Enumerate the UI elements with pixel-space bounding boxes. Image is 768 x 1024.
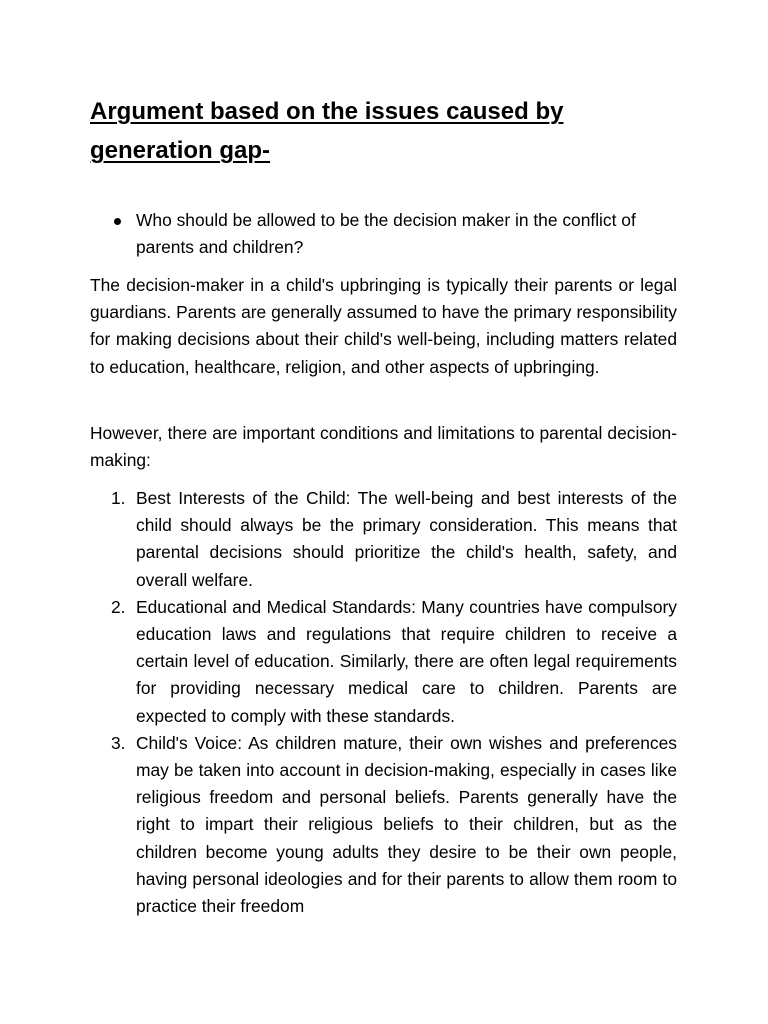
- list-number: 3.: [111, 732, 126, 753]
- numbered-item-text: Best Interests of the Child: The well-being and best interests of the child should always be the primary consideration. This means that parental decisions should prioritize the child's health, safety, and overall welfare.: [136, 488, 677, 590]
- numbered-item: [90, 594, 677, 730]
- numbered-item-text: Educational and Medical Standards: Many countries have compulsory education laws and regulations that require children to receive a certain level of education. Similarly, there are often legal requirements for providing necessary medical care to children. Parents are expected to comply with these standards.: [136, 596, 677, 726]
- paragraph-conditions-intro: However, there are important conditions and limitations to parental decision-making:: [90, 423, 677, 471]
- document-title: Argument based on the issues caused by generation gap-: [90, 98, 564, 164]
- paragraph-decision-maker: The decision-maker in a child's upbringing is typically their parents or legal guardians. Parents are generally assumed to have the primary responsibility for making decisions about their child's well-being, including matters related to education, healthcare, religion, and other aspects of upbringing.: [90, 275, 677, 377]
- numbered-item-text: Child's Voice: As children mature, their own wishes and preferences may be taken into account in decision-making, especially in cases like religious freedom and personal beliefs. Parents generally have the right to impart their religious beliefs to their children, but as the children become young adults they desire to be their own people, having personal ideologies and for their parents to allow them room to practice their freedom: [136, 732, 677, 917]
- bullet-item-text: Who should be allowed to be the decision maker in the conflict of parents and children?: [136, 210, 636, 258]
- bullet-list: [90, 207, 677, 261]
- numbered-item: [90, 485, 677, 594]
- numbered-item: [90, 730, 677, 920]
- bullet-dot-icon: [114, 218, 121, 225]
- list-number: 1.: [111, 488, 126, 508]
- list-number: 2.: [111, 596, 126, 617]
- bullet-item: [90, 207, 677, 261]
- numbered-list: [90, 485, 677, 920]
